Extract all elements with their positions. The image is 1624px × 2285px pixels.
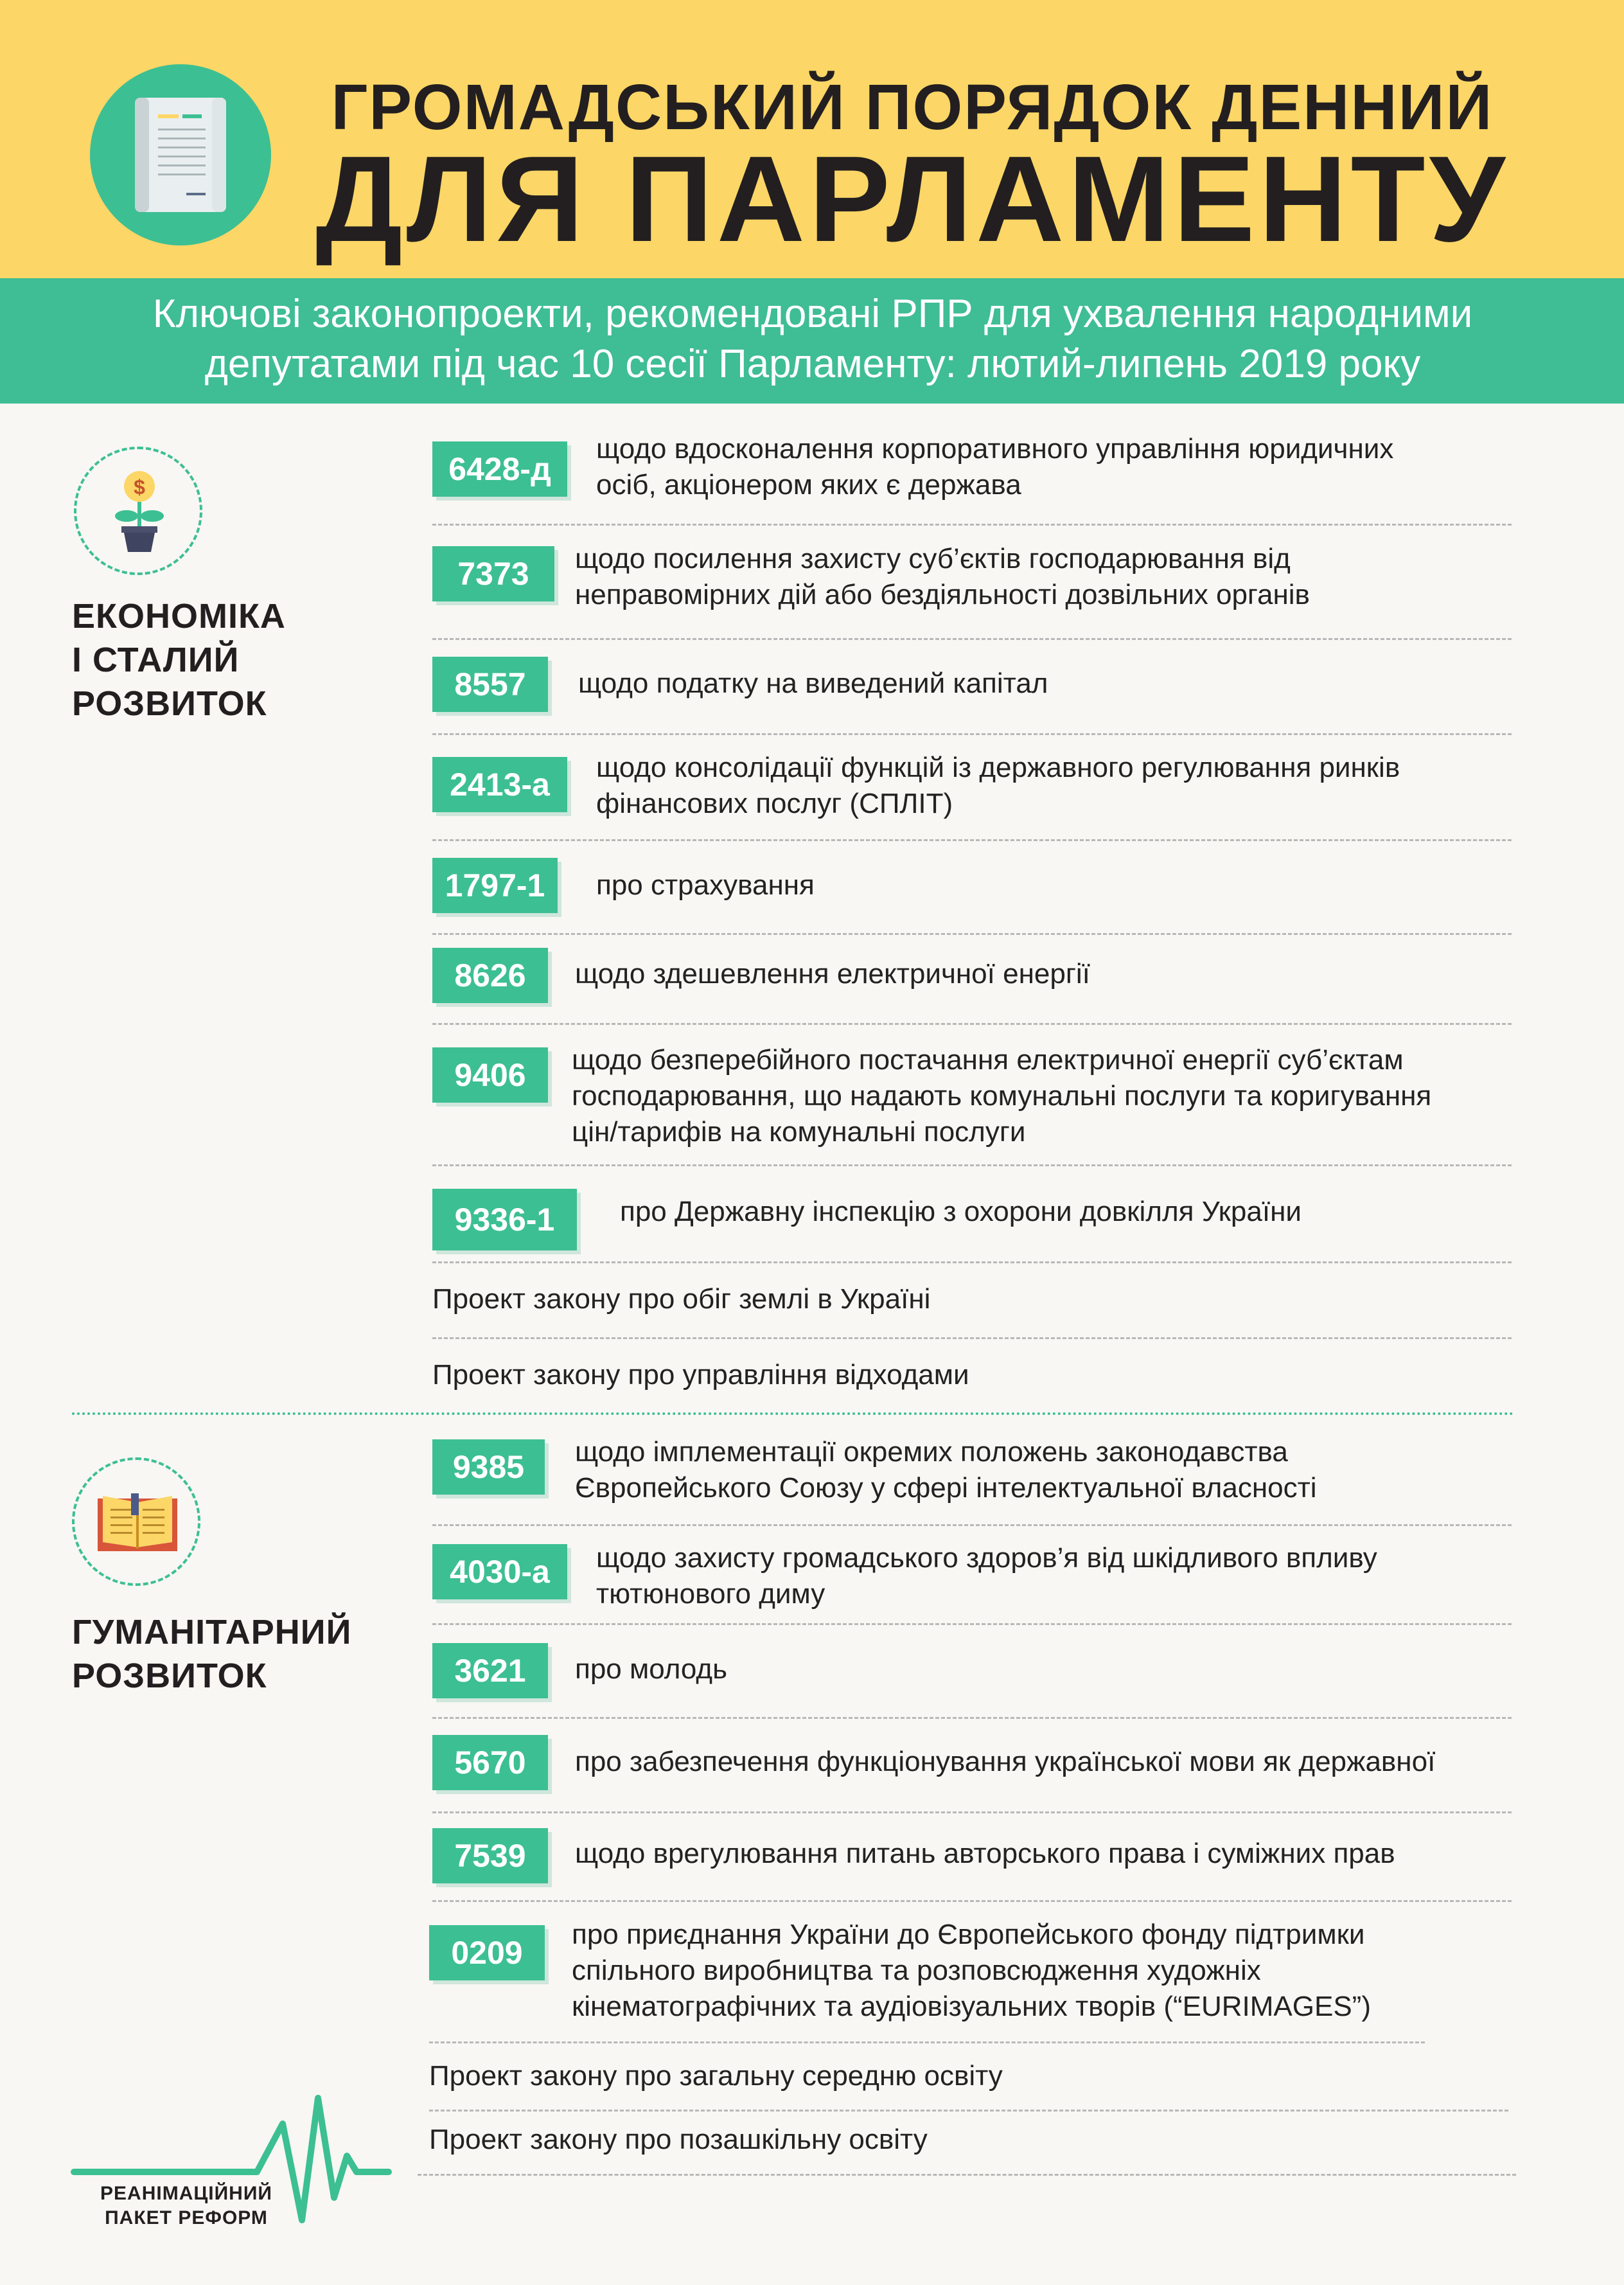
bill-number-badge: 8626 <box>432 948 548 1003</box>
logo-text-line: РЕАНІМАЦІЙНИЙ <box>100 2183 272 2204</box>
bill-description <box>620 1194 1302 1230</box>
logo-text <box>90 2182 283 2230</box>
bill-number-badge: 9385 <box>432 1439 545 1495</box>
svg-text:$: $ <box>134 476 145 499</box>
divider <box>432 1623 1512 1625</box>
bill-description-line: про приєднання України до Європейського фонду підтримки <box>572 1919 1365 1950</box>
divider <box>432 1337 1512 1339</box>
bill-number-badge: 1797-1 <box>432 858 558 913</box>
bill-number-badge: 9336-1 <box>432 1189 577 1250</box>
divider <box>432 839 1512 841</box>
bill-description-line: спільного виробництва та розповсюдження художніх <box>572 1955 1261 1986</box>
divider <box>432 1811 1512 1813</box>
divider <box>432 733 1512 735</box>
bill-description-line: фінансових послуг (СПЛІТ) <box>596 788 953 819</box>
bill-description-line: про забезпечення функціонування української мови як державної <box>575 1746 1436 1777</box>
bill-number-badge: 7539 <box>432 1828 548 1883</box>
bill-description-line: щодо посилення захисту суб’єктів господарювання від <box>575 543 1291 574</box>
bill-description-line: цін/тарифів на комунальні послуги <box>572 1116 1026 1148</box>
section-title-line: ГУМАНІТАРНИЙ <box>72 1613 352 1651</box>
bill-description <box>575 1651 727 1687</box>
bill-description-line: Європейського Союзу у сфері інтелектуальної власності <box>575 1472 1317 1504</box>
bill-number-badge: 3621 <box>432 1643 548 1698</box>
subtitle <box>39 289 1587 389</box>
bill-description <box>575 541 1310 613</box>
divider <box>432 638 1512 640</box>
title-line-2: ДЛЯ ПАРЛАМЕНТУ <box>315 131 1509 267</box>
bill-description-line: щодо здешевлення електричної енергії <box>575 958 1090 990</box>
divider <box>432 524 1512 526</box>
divider <box>429 2041 1425 2043</box>
draft-law-item: Проект закону про обіг землі в Україні <box>432 1283 931 1315</box>
section-title-line: РОЗВИТОК <box>72 1657 267 1695</box>
subtitle-line-1: Ключові законопроекти, рекомендовані РПР для ухвалення народними <box>152 292 1473 336</box>
draft-law-item: Проект закону про позашкільну освіту <box>429 2124 928 2155</box>
section-title-line: І СТАЛИЙ <box>72 641 240 679</box>
bill-description <box>596 431 1393 503</box>
bill-description-line: щодо консолідації функцій із державного регулювання ринків <box>596 752 1400 783</box>
bill-description <box>596 867 815 903</box>
bill-description-line: господарювання, що надають комунальні послуги та коригування <box>572 1080 1432 1112</box>
bill-description-line: осіб, акціонером яких є держава <box>596 469 1021 501</box>
bill-description <box>572 1042 1431 1150</box>
draft-law-item: Проект закону про управління відходами <box>432 1359 969 1391</box>
bill-description-line: щодо податку на виведений капітал <box>578 668 1048 699</box>
bill-number-badge: 5670 <box>432 1735 548 1790</box>
bill-description <box>596 750 1400 822</box>
bill-description <box>575 1836 1395 1872</box>
section-title-economy <box>72 594 286 725</box>
title-line-1: ГРОМАДСЬКИЙ ПОРЯДОК ДЕННИЙ <box>331 71 1494 143</box>
document-scroll-icon <box>90 64 271 245</box>
bill-description <box>575 1744 1435 1780</box>
divider <box>432 1524 1512 1526</box>
bill-number-badge: 9406 <box>432 1047 548 1103</box>
open-book-icon <box>72 1457 200 1586</box>
divider <box>432 1164 1512 1166</box>
bill-description-line: неправомірних дій або бездіяльності дозвільних органів <box>575 579 1310 610</box>
bill-number-badge: 6428-д <box>432 441 567 497</box>
bill-number-badge: 4030-а <box>432 1544 567 1599</box>
bill-description <box>575 1434 1317 1506</box>
bill-description <box>575 956 1090 992</box>
bill-description <box>596 1540 1377 1612</box>
bill-description-line: тютюнового диму <box>596 1578 825 1610</box>
section-title-humanitarian <box>72 1610 351 1698</box>
bill-description-line: щодо імплементації окремих положень законодавства <box>575 1436 1288 1468</box>
bill-description-line: про страхування <box>596 869 815 901</box>
bill-description-line: щодо врегулювання питань авторського права і суміжних прав <box>575 1838 1395 1869</box>
bill-description-line: про Державну інспекцію з охорони довкілля України <box>620 1196 1302 1227</box>
bill-number-badge: 0209 <box>429 1925 545 1980</box>
divider <box>432 1900 1512 1902</box>
section-title-line: РОЗВИТОК <box>72 684 267 723</box>
bill-description-line: щодо безперебійного постачання електричної енергії суб’єктам <box>572 1044 1404 1076</box>
section-separator <box>72 1412 1514 1415</box>
draft-law-item: Проект закону про загальну середню освіту <box>429 2060 1003 2092</box>
divider <box>432 1261 1512 1263</box>
bill-description <box>578 666 1048 702</box>
section-title-line: ЕКОНОМІКА <box>72 597 286 636</box>
divider <box>432 933 1512 935</box>
header-banner <box>0 0 1624 278</box>
bill-description-line: про молодь <box>575 1653 728 1685</box>
bill-description-line: щодо вдосконалення корпоративного управління юридичних <box>596 433 1394 465</box>
bill-number-badge: 2413-а <box>432 757 567 812</box>
logo-text-line: ПАКЕТ РЕФОРМ <box>105 2207 268 2228</box>
bill-description <box>572 1917 1371 2025</box>
bill-description-line: кінематографічних та аудіовізуальних творів (“EURIMAGES”) <box>572 1991 1371 2022</box>
subtitle-line-2: депутатами під час 10 сесії Парламенту: лютий-липень 2019 року <box>204 342 1421 386</box>
bill-number-badge: 7373 <box>432 546 554 601</box>
bill-description-line: щодо захисту громадського здоров’я від шкідливого впливу <box>596 1542 1377 1574</box>
money-plant-icon <box>74 447 202 575</box>
divider <box>429 2110 1508 2112</box>
divider <box>418 2174 1516 2176</box>
divider <box>432 1023 1512 1025</box>
bill-number-badge: 8557 <box>432 657 548 712</box>
divider <box>432 1717 1512 1719</box>
